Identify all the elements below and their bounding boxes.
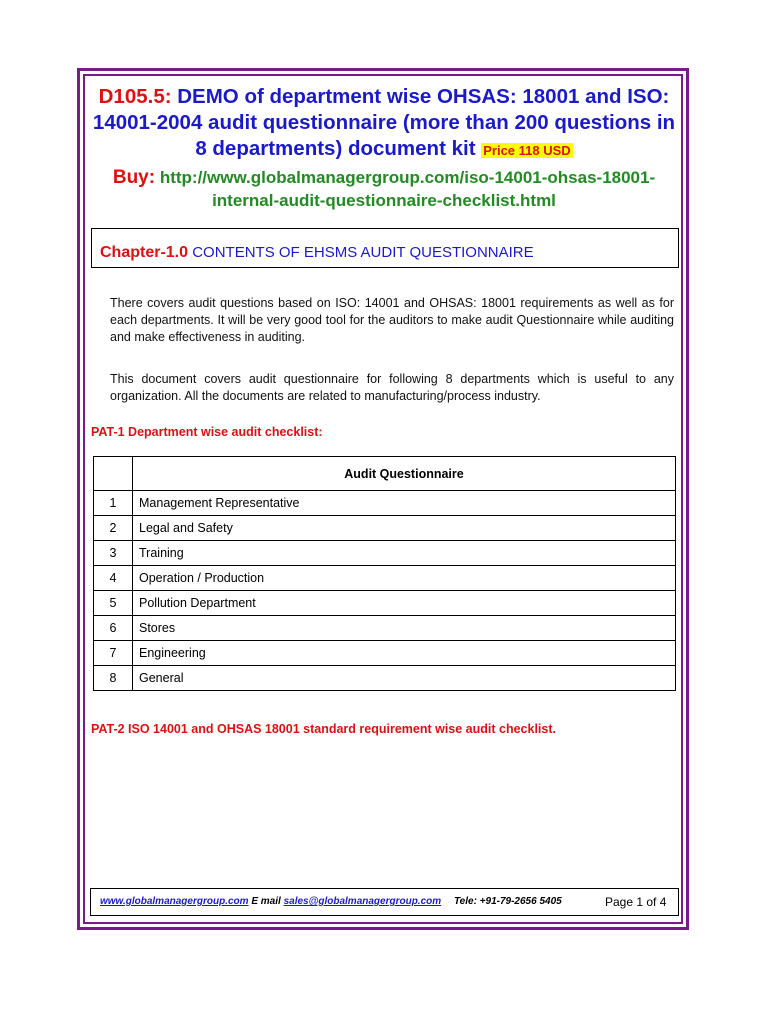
footer-telephone: Tele: +91-79-2656 5405: [453, 896, 562, 907]
table-row: [94, 566, 676, 591]
pat2-heading: PAT-2 ISO 14001 and OHSAS 18001 standard requirement wise audit checklist.: [91, 722, 556, 736]
row-department: Operation / Production: [133, 566, 676, 591]
row-department: Training: [133, 541, 676, 566]
chapter-number: Chapter-1.0: [100, 244, 189, 261]
table-row: [94, 516, 676, 541]
table-row: [94, 541, 676, 566]
footer-website-link[interactable]: www.globalmanagergroup.com: [100, 896, 249, 907]
chapter-heading: [100, 244, 534, 262]
price-badge: Price 118 USD: [483, 143, 571, 158]
row-number: 4: [94, 566, 133, 591]
row-number: 7: [94, 641, 133, 666]
table-row: [94, 591, 676, 616]
row-department: Pollution Department: [133, 591, 676, 616]
document-code: D105.5:: [98, 85, 172, 108]
table-row: [94, 641, 676, 666]
intro-paragraph: There covers audit questions based on ISO: 14001 and OHSAS: 18001 requirements as well as for each departments. It will be very good tool for the auditors to make audit Questionnaire while auditing and make effectiveness in auditing.: [110, 296, 674, 344]
table-header-title: Audit Questionnaire: [133, 457, 676, 491]
table-header-row: [94, 457, 676, 491]
row-department: Engineering: [133, 641, 676, 666]
page-number: Page 1 of 4: [605, 895, 667, 909]
buy-link[interactable]: http://www.globalmanagergroup.com/iso-14001-ohsas-18001-internal-audit-questionnaire-checklist.html: [159, 168, 656, 210]
buy-line: [90, 166, 678, 212]
footer-contact: [100, 896, 562, 907]
chapter-title: CONTENTS OF EHSMS AUDIT QUESTIONNAIRE: [192, 244, 534, 261]
table-row: [94, 491, 676, 516]
pat1-heading: PAT-1 Department wise audit checklist:: [91, 425, 323, 439]
row-department: General: [133, 666, 676, 691]
row-number: 8: [94, 666, 133, 691]
table-header-num: [94, 457, 133, 491]
table-row: [94, 616, 676, 641]
footer-email-label: E mail: [251, 896, 281, 907]
document-title: [90, 84, 678, 162]
row-department: Stores: [133, 616, 676, 641]
departments-table: [93, 456, 676, 691]
document-title-text: DEMO of department wise OHSAS: 18001 and ISO: 14001-2004 audit questionnaire (more than 200 questions in 8 departments) document kit: [92, 85, 676, 160]
row-number: 3: [94, 541, 133, 566]
table-row: [94, 666, 676, 691]
footer-email-link[interactable]: sales@globalmanagergroup.com: [283, 896, 442, 907]
row-department: Legal and Safety: [133, 516, 676, 541]
departments-paragraph: This document covers audit questionnaire for following 8 departments which is useful to any organization. All the documents are related to manufacturing/process industry.: [110, 372, 674, 403]
row-department: Management Representative: [133, 491, 676, 516]
row-number: 6: [94, 616, 133, 641]
buy-label: Buy:: [112, 167, 156, 188]
row-number: 2: [94, 516, 133, 541]
row-number: 1: [94, 491, 133, 516]
row-number: 5: [94, 591, 133, 616]
